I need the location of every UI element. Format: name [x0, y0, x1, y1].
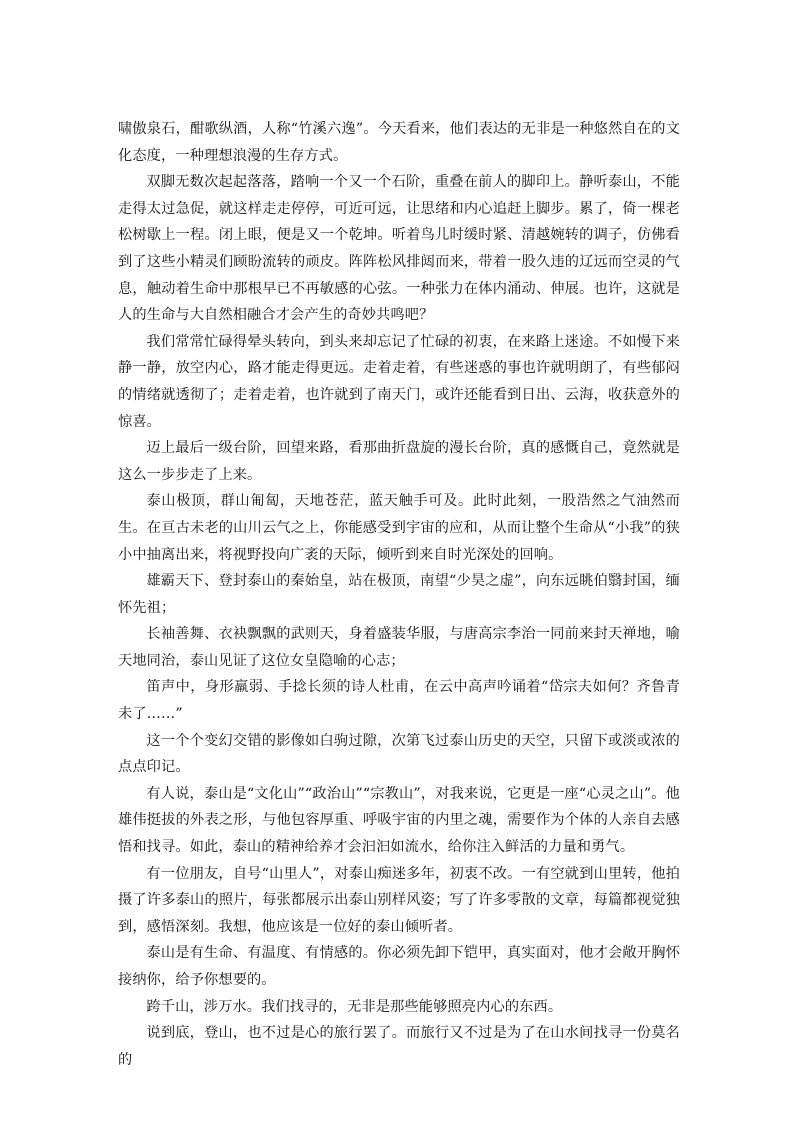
paragraph: 雄霸天下、登封泰山的秦始皇，站在极顶，南望“少昊之虚”，向东远眺伯翳封国，缅怀先祖； — [118, 573, 680, 616]
paragraph: 啸傲泉石，酣歌纵酒，人称“竹溪六逸”。今天看来，他们表达的无非是一种悠然自在的文化态度，一种理想浪漫的生存方式。 — [118, 121, 680, 164]
article-body — [118, 116, 680, 1073]
paragraph: 泰山极顶，群山匍匐，天地苍茫，蓝天触手可及。此时此刻，一股浩然之气油然而生。在亘古未老的山川云气之上，你能感受到宇宙的应和，从而让整个生命从“小我”的狭小中抽离出来，将视野投向广袤的天际，倾听到来自时光深处的回响。 — [118, 493, 680, 563]
paragraph: 有人说，泰山是“文化山”“政治山”“宗教山”，对我来说，它更是一座“心灵之山”。他雄伟挺拔的外表之形，与他包容厚重、呼吸宇宙的内里之魂，需要作为个体的人亲自去感悟和找寻。如此，泰山的精神给养才会汩汩如流水，给你注入鲜活的力量和勇气。 — [118, 785, 680, 856]
paragraph: 跨千山，涉万水。我们找寻的，无非是那些能够照亮内心的东西。 — [146, 998, 563, 1015]
paragraph: 有一位朋友，自号“山里人”，对泰山痴迷多年，初衷不改。一有空就到山里转，他拍摄了许多泰山的照片，每张都展示出泰山别样风姿；写了许多零散的文章，每篇都视觉独到，感悟深刻。我想，他应该是一位好的泰山倾听者。 — [118, 865, 680, 935]
paragraph: 泰山是有生命、有温度、有情感的。你必须先卸下铠甲，真实面对，他才会敞开胸怀接纳你，给予你想要的。 — [118, 945, 680, 988]
paragraph: 迈上最后一级台阶，回望来路，看那曲折盘旋的漫长台阶，真的感慨自己，竟然就是这么一步步走了上来。 — [118, 440, 680, 483]
paragraph: 双脚无数次起起落落，踏响一个又一个石阶，重叠在前人的脚印上。静听泰山，不能走得太过急促，就这样走走停停，可近可远，让思绪和内心追赶上脚步。累了，倚一棵老松树歇上一程。闭上眼，便是又一个乾坤。听着鸟儿时缓时紧、清越婉转的调子，仿佛看到了这些小精灵们顾盼流转的顽皮。阵阵松风排闼而来，带着一股久违的辽远而空灵的气息，触动着生命中那根早已不再敏感的心弦。一种张力在体内涌动、伸展。也许，这就是人的生命与大自然相融合才会产生的奇妙共鸣吧？ — [118, 174, 680, 324]
paragraph: 长袖善舞、衣袂飘飘的武则天，身着盛装华服，与唐高宗李治一同前来封天禅地，喻天地同治，泰山见证了这位女皇隐喻的心志； — [118, 626, 680, 669]
paragraph: 说到底，登山，也不过是心的旅行罢了。而旅行又不过是为了在山水间找寻一份莫名的 — [118, 1025, 680, 1068]
paragraph: 我们常常忙碌得晕头转向，到头来却忘记了忙碌的初衷，在来路上迷途。不如慢下来静一静，放空内心，路才能走得更远。走着走着，有些迷惑的事也许就明朗了，有些郁闷的情绪就透彻了；走着走着，也许就到了南天门，或许还能看到日出、云海，收获意外的惊喜。 — [118, 333, 680, 430]
paragraph: 笛声中，身形羸弱、手捻长须的诗人杜甫，在云中高声吟诵着“岱宗夫如何？齐鲁青未了……” — [118, 679, 680, 723]
paragraph: 这一个个变幻交错的影像如白驹过隙，次第飞过泰山历史的天空，只留下或淡或浓的点点印记。 — [118, 732, 680, 776]
